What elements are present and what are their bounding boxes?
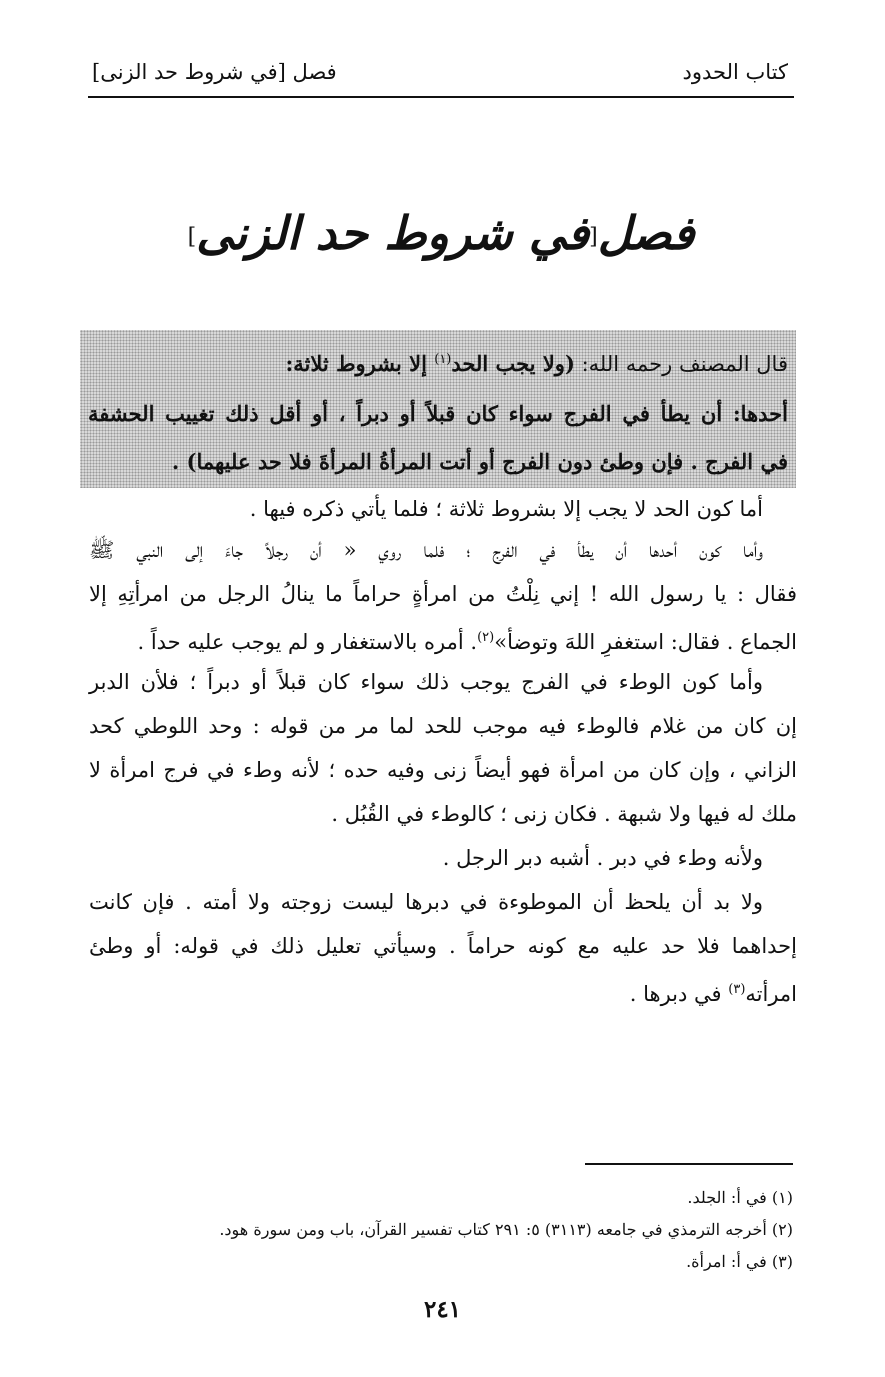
paragraph-line: وأما كون الوطء في الفرج يوجب ذلك سواء كان قبلاً أو دبراً ؛ فلأن الدبر (89, 670, 763, 694)
chapter-title-bracket-close: ] (187, 224, 197, 250)
paragraph-line: ولأنه وطء في دبر . أشبه دبر الرجل . (442, 846, 763, 870)
paragraph-line: ملك له فيها ولا شبهة . فكان زنى ؛ كالوطء في القُبُل . (331, 802, 797, 826)
matn-quote-rest: إلا بشروط ثلاثة: (285, 351, 435, 376)
paragraph-line (89, 625, 797, 655)
footnote-separator (585, 1163, 793, 1165)
paragraph-segment: امرأته (745, 982, 797, 1006)
chapter-title-main: فصل (597, 206, 695, 260)
paragraph-segment: في دبرها . (629, 982, 729, 1006)
paragraph-line: وأما كون أحدها أن يطأ في الفرج ؛ فلما روي « أن رجلاً جاءَ إلى النبي ﷺ (89, 538, 763, 562)
footnote-ref-2: (٢) (477, 630, 495, 645)
running-header (88, 56, 794, 98)
footnote-1: (١) في أ: الجلد. (687, 1188, 793, 1207)
chapter-title-bracket-open: [ (589, 224, 598, 250)
paragraph-line: إحداهما فلا حد عليه مع كونه حراماً . وسيأتي تعليل ذلك في قوله: أو وطئ (89, 934, 797, 958)
chapter-title (88, 206, 794, 260)
paragraph-line (89, 977, 797, 1007)
matn-intro: قال المصنف رحمه الله: (574, 352, 788, 376)
matn-line-2: أحدها: أن يطأ في الفرج سواء كان قبلاً أو دبراً ، أو أقل ذلك تغييب الحشفة (88, 401, 788, 426)
section-title: فصل [في شروط حد الزنى] (92, 60, 337, 84)
paragraph-line: ولا بد أن يلحظ أن الموطوءة في دبرها ليست زوجته ولا أمته . فإن كانت (89, 890, 763, 914)
book-title: كتاب الحدود (682, 60, 788, 84)
footnote-2: (٢) أخرجه الترمذي في جامعه (٣١١٣) ٥: ٢٩١ كتاب تفسير القرآن، باب ومن سورة هود. (219, 1220, 793, 1239)
matn-line-3: في الفرج . فإن وطئ دون الفرج أو أتت المرأةُ المرأةَ فلا حد عليهما) . (171, 449, 788, 474)
matn-quote-start: (ولا يجب الحد (451, 351, 575, 376)
matn-highlight-block (80, 330, 796, 488)
footnote-ref-1: (١) (434, 352, 452, 367)
paragraph-line: أما كون الحد لا يجب إلا بشروط ثلاثة ؛ فلما يأتي ذكره فيها . (249, 497, 763, 521)
chapter-title-topic: في شروط حد الزنى (196, 206, 590, 260)
paragraph-segment: الجماع . فقال: استغفرِ اللهَ وتوضأ» (494, 630, 797, 654)
page-number: ٢٤١ (423, 1296, 462, 1323)
paragraph-line: إن كان من غلام فالوطء فيه موجب للحد لما مر من قوله : وحد اللوطي كحد (89, 714, 797, 738)
paragraph-line: فقال : يا رسول الله ! إني نِلْتُ من امرأةٍ حراماً ما ينالُ الرجل من امرأتِهِ إلا (89, 582, 797, 606)
matn-line-1 (88, 348, 788, 376)
footnote-3: (٣) في أ: امرأة. (686, 1252, 793, 1271)
paragraph-line: الزاني ، وإن كان من امرأة فهو أيضاً زنى وفيه حده ؛ لأنه وطء في فرج امرأة لا (89, 758, 797, 782)
paragraph-segment: . أمره بالاستغفار و لم يوجب عليه حداً . (137, 630, 478, 654)
footnote-ref-3: (٣) (728, 982, 746, 997)
